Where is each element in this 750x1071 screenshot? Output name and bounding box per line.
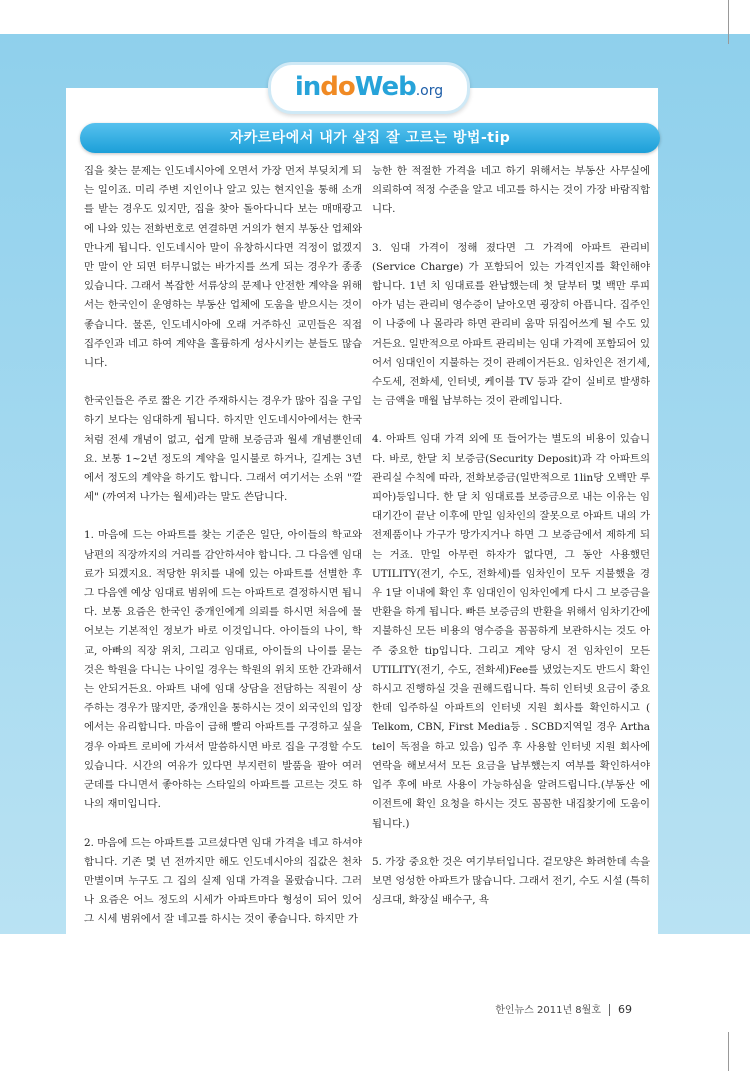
right-paragraph-1: 능한 한 적절한 가격을 네고 하기 위해서는 부동산 사무실에 의뢰하여 적정 수준을 알고 네고를 하시는 것이 가장 바람직합니다. (372, 165, 650, 216)
crop-mark-bottom (728, 1032, 729, 1071)
publication-info: 한인뉴스 2011년 8월호 (495, 1005, 601, 1016)
right-paragraph-4: 5. 가장 중요한 것은 여기부터입니다. 겉모양은 화려한데 속을 보면 엉성한 아파트가 많습니다. 그래서 전기, 수도 시설 (특히 싱크대, 화장실 배수구, 욕 (372, 855, 650, 907)
logo-part-do: do (320, 72, 355, 102)
article-left-column (84, 162, 362, 954)
left-paragraph-4: 2. 마음에 드는 아파트를 고르셨다면 임대 가격을 네고 하셔야 합니다. 기존 몇 년 전까지만 해도 인도네시아의 집값은 천차만별이며 누구도 그 집의 실제 임대 가격을 몰랐습니다. 그러나 요즘은 어느 정도의 시세가 아파트마다 형성이 되어 있어 그 시세 범위에서 잘 네고를 하시는 것이 좋습니다. 하지만 가 (84, 836, 362, 926)
logo-part-web: Web (354, 72, 416, 102)
logo-part-in: in (294, 72, 321, 102)
page-number: 69 (618, 1003, 632, 1016)
article-title: 자카르타에서 내가 살집 잘 고르는 방법-tip (229, 130, 511, 146)
article-right-column (372, 162, 650, 954)
page-footer (495, 1001, 632, 1016)
article-title-bar (80, 123, 660, 153)
logo-part-org: .org (415, 83, 444, 99)
crop-mark-top (728, 0, 729, 44)
left-paragraph-1: 집을 찾는 문제는 인도네시아에 오면서 가장 먼저 부딪치게 되는 일이죠. 미리 주변 지인이나 알고 있는 현지인을 통해 소개를 받는 경우도 있지만, 집을 찾아 돌아다니다 보는 매매광고에 나와 있는 전화번호로 연결하면 거의가 현지 부동산 업체와 만나게 됩니다. 인도네시아 말이 유창하시다면 걱정이 없겠지만 말이 안 되면 터무니없는 바가지를 쓰게 되는 경우가 종종 있습니다. 그래서 복잡한 서류상의 문제나 안전한 계약을 위해서는 한국인이 운영하는 부동산 업체에 도움을 받으시는 것이 좋습니다. 물론, 인도네시아에 오래 거주하신 교민들은 직접 집주인과 네고 하여 계약을 훌륭하게 성사시키는 분들도 많습니다. (84, 165, 362, 370)
left-paragraph-2: 한국인들은 주로 짧은 기간 주재하시는 경우가 많아 집을 구입하기 보다는 임대하게 됩니다. 하지만 인도네시아에서는 한국처럼 전세 개념이 없고, 쉽게 말해 보증금과 월세 개념뿐인데요. 보통 1~2년 정도의 계약을 일시불로 하거나, 길게는 3년에서 정도의 계약을 하기도 합니다. 그래서 여기서는 소위 "깔세" (까여져 나가는 월세)라는 말도 쓴답니다. (84, 395, 362, 504)
left-paragraph-3: 1. 마음에 드는 아파트를 찾는 기준은 일단, 아이들의 학교와 남편의 직장까지의 거리를 감안하셔야 합니다. 그 다음엔 임대료가 되겠지요. 적당한 위치를 내에 있는 아파트를 선별한 후 그 다음엔 예상 임대료 범위에 드는 아파트로 결정하시면 됩니다. 보통 요즘은 한국인 중개인에게 의뢰를 하시면 처음에 물어보는 기본적인 정보가 바로 이것입니다. 아이들의 나이, 학교, 아빠의 직장 위치, 그리고 임대료, 아이들의 나이를 묻는 것은 학원을 다니는 나이일 경우는 학원의 위치 또한 간과해서는 안되거든요. 아파트 내에 임대 상담을 전담하는 직원이 상주하는 경우가 많지만, 중개인을 통하시는 것이 외국인의 입장에서는 유리합니다. 마음이 급해 빨리 아파트를 구경하고 싶을 경우 아파트 로비에 가셔서 말씀하시면 바로 집을 구경할 수도 있습니다. 시간의 여유가 있다면 부지런히 발품을 팔아 여러 군데를 다니면서 좋아하는 스타일의 아파트를 고르는 것도 하나의 재미입니다. (84, 529, 362, 811)
indoweb-logo (268, 62, 470, 114)
right-paragraph-2: 3. 임대 가격이 정해 졌다면 그 가격에 아파트 관리비(Service Charge) 가 포함되어 있는 가격인지를 확인해야 합니다. 1년 치 임대료를 완납했는데 첫 달부터 몇 백만 루피아가 넘는 관리비 영수증이 날아오면 굉장히 아픕니다. 집주인이 나중에 나 몰라라 하면 관리비 움막 뒤집어쓰게 될 수도 있거든요. 일반적으로 아파트 관리비는 임대 가격에 포함되어 있어서 임대인이 지불하는 것이 관례이거든요. 임차인은 전기세, 수도세, 전화세, 인터넷, 케이블 TV 등과 같이 실비로 발생하는 금액을 매월 납부하는 것이 관례입니다. (372, 241, 650, 408)
footer-separator (609, 1004, 610, 1016)
right-paragraph-3: 4. 아파트 임대 가격 외에 또 들어가는 별도의 비용이 있습니다. 바로, 한달 치 보증금(Security Deposit)과 각 아파트의 관리실 수칙에 따라, 전화보증금(일반적으로 1lin당 오백만 루피아)등입니다. 한 달 치 임대료를 보증금으로 내는 이유는 임대기간이 끝난 이후에 만일 임차인의 잘못으로 아파트 내의 가전제품이나 가구가 망가지거나 하면 그 보증금에서 제하게 되는 거죠. 만일 아무런 하자가 없다면, 그 동안 사용했던 UTILITY(전기, 수도, 전화세)를 임차인이 모두 지불했을 경우 1달 이내에 확인 후 임대인이 임차인에게 다시 그 보증금을 반환을 하게 됩니다. 빠른 보증금의 반환을 위해서 임차기간에 지불하신 모든 비용의 영수증을 꼼꼼하게 보관하시는 것도 아주 중요한 tip입니다. 그리고 계약 당시 전 임차인이 모든 UTILITY(전기, 수도, 전화세)Fee를 냈었는지도 반드시 확인하시고 진행하실 것을 권해드립니다. 특히 인터넷 요금이 중요한데 입주하실 아파트의 인터넷 지원 회사를 확인하시고 ( Telkom, CBN, First Media등 . SCBD지역일 경우 Artha tel이 독점을 하고 있음) 입주 후 사용할 인터넷 지원 회사에 연락을 해보셔서 모든 요금을 납부했는지 여부를 확인하셔야 입주 후에 바로 사용이 가능하심을 알려드립니다.(부동산 에이전트에 확인 요청을 하시는 것도 꼼꼼한 내집찾기에 도움이 됩니다.) (372, 433, 650, 830)
